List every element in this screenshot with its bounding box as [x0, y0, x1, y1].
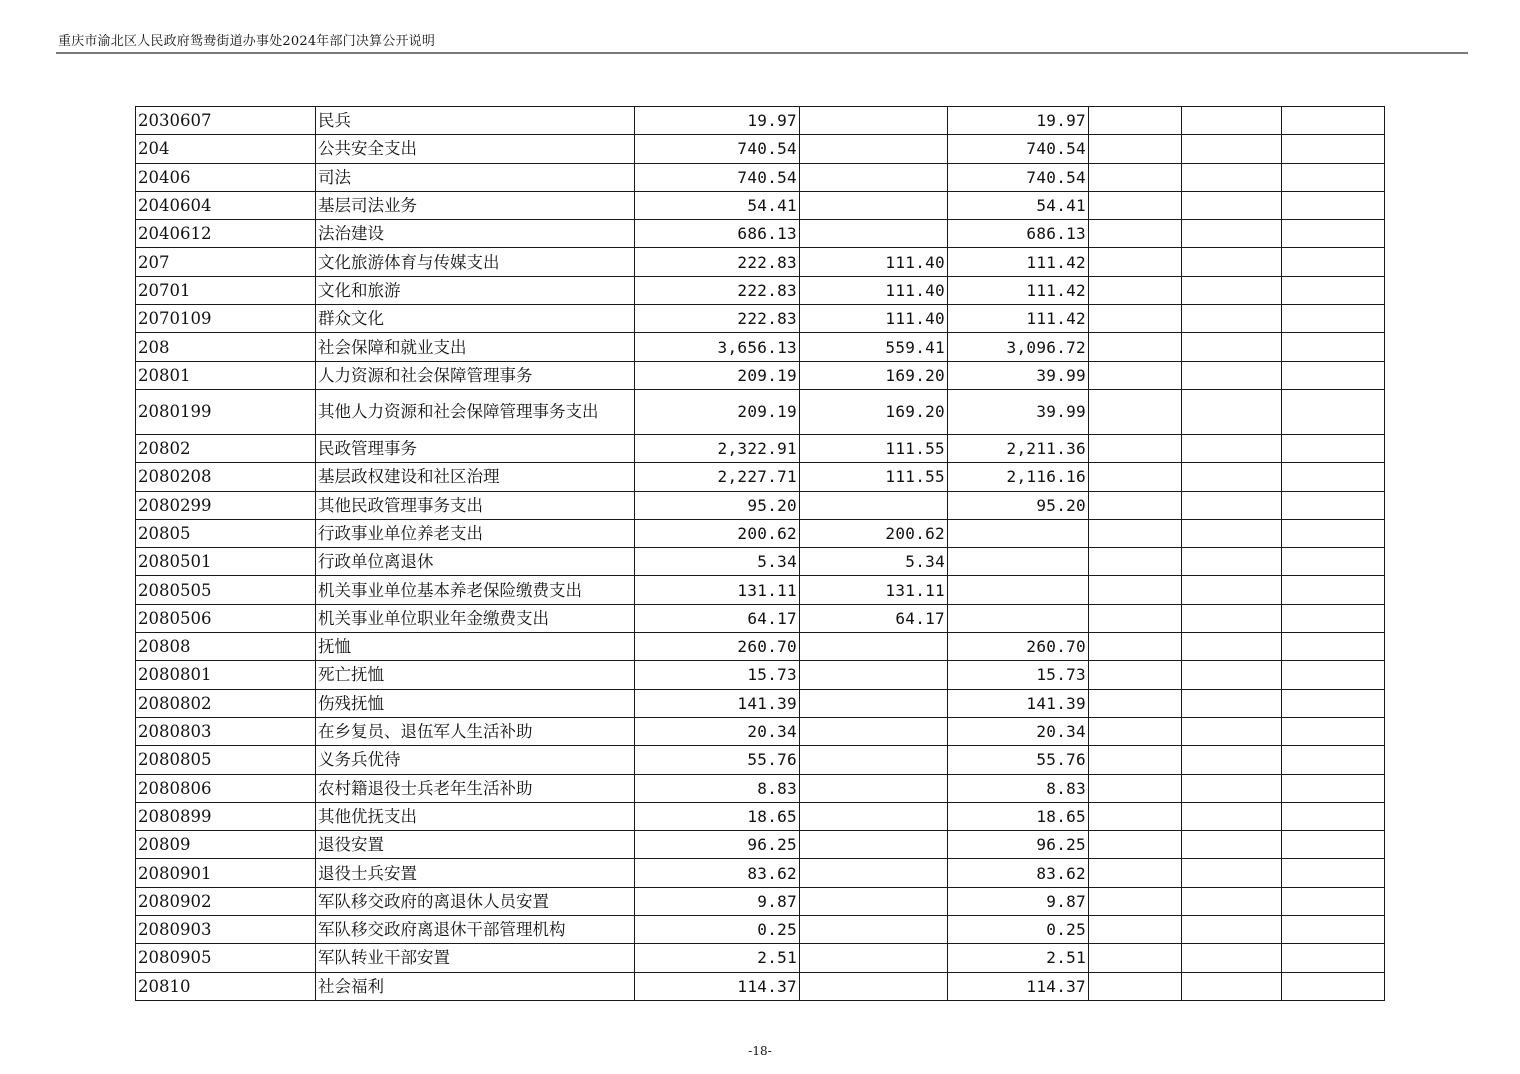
cell-basic	[800, 220, 948, 248]
cell-project	[948, 604, 1089, 632]
table-row	[136, 491, 1385, 519]
cell-basic: 111.40	[800, 305, 948, 333]
table-row	[136, 333, 1385, 361]
cell-empty	[1282, 248, 1385, 276]
cell-empty	[1282, 972, 1385, 1000]
cell-project: 15.73	[948, 661, 1089, 689]
cell-code: 20406	[136, 163, 316, 191]
cell-empty	[1089, 802, 1182, 830]
table-row	[136, 944, 1385, 972]
cell-project	[948, 548, 1089, 576]
cell-name: 机关事业单位基本养老保险缴费支出	[316, 576, 635, 604]
cell-empty	[1089, 604, 1182, 632]
cell-total: 686.13	[635, 220, 800, 248]
cell-empty	[1182, 434, 1282, 462]
cell-basic	[800, 661, 948, 689]
cell-empty	[1089, 248, 1182, 276]
cell-total: 95.20	[635, 491, 800, 519]
cell-empty	[1089, 944, 1182, 972]
cell-empty	[1282, 604, 1385, 632]
table-row	[136, 463, 1385, 491]
cell-empty	[1282, 746, 1385, 774]
cell-name: 退役安置	[316, 831, 635, 859]
cell-project: 111.42	[948, 248, 1089, 276]
cell-total: 2,227.71	[635, 463, 800, 491]
cell-empty	[1089, 746, 1182, 774]
cell-name: 文化旅游体育与传媒支出	[316, 248, 635, 276]
cell-total: 96.25	[635, 831, 800, 859]
cell-empty	[1182, 135, 1282, 163]
cell-total: 114.37	[635, 972, 800, 1000]
cell-empty	[1282, 717, 1385, 745]
cell-project	[948, 519, 1089, 547]
cell-basic: 169.20	[800, 361, 948, 389]
cell-basic: 169.20	[800, 389, 948, 434]
cell-total: 8.83	[635, 774, 800, 802]
cell-project: 83.62	[948, 859, 1089, 887]
cell-empty	[1182, 633, 1282, 661]
cell-name: 其他民政管理事务支出	[316, 491, 635, 519]
cell-empty	[1282, 689, 1385, 717]
cell-empty	[1182, 916, 1282, 944]
table-row	[136, 689, 1385, 717]
cell-name: 基层政权建设和社区治理	[316, 463, 635, 491]
cell-name: 军队转业干部安置	[316, 944, 635, 972]
cell-name: 军队移交政府离退休干部管理机构	[316, 916, 635, 944]
cell-empty	[1282, 633, 1385, 661]
cell-empty	[1089, 389, 1182, 434]
cell-empty	[1089, 887, 1182, 915]
cell-empty	[1182, 191, 1282, 219]
cell-name: 行政事业单位养老支出	[316, 519, 635, 547]
cell-total: 200.62	[635, 519, 800, 547]
cell-basic	[800, 491, 948, 519]
cell-code: 2080905	[136, 944, 316, 972]
cell-code: 2080299	[136, 491, 316, 519]
table-row	[136, 633, 1385, 661]
table-row	[136, 191, 1385, 219]
cell-total: 83.62	[635, 859, 800, 887]
cell-total: 3,656.13	[635, 333, 800, 361]
cell-empty	[1282, 361, 1385, 389]
cell-code: 20809	[136, 831, 316, 859]
cell-basic	[800, 107, 948, 135]
cell-code: 2080901	[136, 859, 316, 887]
cell-basic	[800, 859, 948, 887]
cell-basic: 111.55	[800, 463, 948, 491]
cell-code: 2080903	[136, 916, 316, 944]
cell-name: 民政管理事务	[316, 434, 635, 462]
cell-code: 2080803	[136, 717, 316, 745]
cell-empty	[1089, 305, 1182, 333]
cell-empty	[1089, 576, 1182, 604]
cell-empty	[1089, 972, 1182, 1000]
cell-name: 法治建设	[316, 220, 635, 248]
table-row	[136, 916, 1385, 944]
cell-total: 64.17	[635, 604, 800, 632]
cell-project: 141.39	[948, 689, 1089, 717]
table-row	[136, 220, 1385, 248]
cell-basic: 111.40	[800, 276, 948, 304]
cell-basic: 64.17	[800, 604, 948, 632]
cell-empty	[1182, 746, 1282, 774]
cell-code: 2030607	[136, 107, 316, 135]
cell-project: 18.65	[948, 802, 1089, 830]
cell-total: 222.83	[635, 248, 800, 276]
expenditure-table	[135, 106, 1385, 1001]
cell-project: 3,096.72	[948, 333, 1089, 361]
cell-total: 131.11	[635, 576, 800, 604]
cell-project: 0.25	[948, 916, 1089, 944]
table-row	[136, 887, 1385, 915]
cell-empty	[1282, 887, 1385, 915]
cell-total: 222.83	[635, 305, 800, 333]
cell-empty	[1182, 248, 1282, 276]
cell-code: 20701	[136, 276, 316, 304]
cell-code: 208	[136, 333, 316, 361]
cell-project	[948, 576, 1089, 604]
cell-code: 2080805	[136, 746, 316, 774]
cell-project: 39.99	[948, 361, 1089, 389]
cell-basic: 111.55	[800, 434, 948, 462]
cell-empty	[1089, 717, 1182, 745]
cell-name: 伤残抚恤	[316, 689, 635, 717]
cell-empty	[1282, 859, 1385, 887]
cell-name: 军队移交政府的离退休人员安置	[316, 887, 635, 915]
table-row	[136, 746, 1385, 774]
table-row	[136, 361, 1385, 389]
cell-code: 2080806	[136, 774, 316, 802]
cell-code: 207	[136, 248, 316, 276]
cell-total: 2.51	[635, 944, 800, 972]
cell-empty	[1282, 220, 1385, 248]
cell-empty	[1089, 689, 1182, 717]
cell-total: 15.73	[635, 661, 800, 689]
cell-total: 19.97	[635, 107, 800, 135]
cell-code: 20801	[136, 361, 316, 389]
cell-project: 96.25	[948, 831, 1089, 859]
cell-empty	[1089, 361, 1182, 389]
cell-empty	[1182, 519, 1282, 547]
header-divider	[56, 52, 1468, 54]
cell-name: 其他优抚支出	[316, 802, 635, 830]
cell-name: 机关事业单位职业年金缴费支出	[316, 604, 635, 632]
cell-basic	[800, 163, 948, 191]
table-row	[136, 276, 1385, 304]
cell-empty	[1282, 548, 1385, 576]
cell-code: 20802	[136, 434, 316, 462]
cell-empty	[1182, 604, 1282, 632]
cell-name: 民兵	[316, 107, 635, 135]
cell-total: 54.41	[635, 191, 800, 219]
cell-basic	[800, 802, 948, 830]
cell-project: 19.97	[948, 107, 1089, 135]
cell-empty	[1182, 689, 1282, 717]
cell-empty	[1089, 163, 1182, 191]
cell-empty	[1182, 163, 1282, 191]
table-row	[136, 135, 1385, 163]
cell-code: 2080899	[136, 802, 316, 830]
cell-total: 260.70	[635, 633, 800, 661]
cell-empty	[1282, 661, 1385, 689]
cell-empty	[1282, 463, 1385, 491]
table-row	[136, 859, 1385, 887]
table-row	[136, 802, 1385, 830]
cell-code: 2080902	[136, 887, 316, 915]
cell-empty	[1089, 491, 1182, 519]
cell-total: 740.54	[635, 163, 800, 191]
cell-empty	[1182, 333, 1282, 361]
cell-name: 其他人力资源和社会保障管理事务支出	[316, 389, 635, 434]
cell-empty	[1089, 191, 1182, 219]
cell-basic: 131.11	[800, 576, 948, 604]
cell-empty	[1089, 831, 1182, 859]
cell-total: 0.25	[635, 916, 800, 944]
cell-code: 2080501	[136, 548, 316, 576]
cell-empty	[1089, 916, 1182, 944]
cell-basic	[800, 717, 948, 745]
cell-empty	[1182, 220, 1282, 248]
cell-code: 2080802	[136, 689, 316, 717]
cell-name: 人力资源和社会保障管理事务	[316, 361, 635, 389]
cell-total: 20.34	[635, 717, 800, 745]
cell-empty	[1282, 916, 1385, 944]
table-row	[136, 434, 1385, 462]
cell-basic	[800, 746, 948, 774]
cell-code: 2040604	[136, 191, 316, 219]
page-number: -18-	[748, 1044, 772, 1058]
cell-name: 文化和旅游	[316, 276, 635, 304]
cell-total: 740.54	[635, 135, 800, 163]
cell-code: 20805	[136, 519, 316, 547]
cell-basic: 111.40	[800, 248, 948, 276]
cell-project: 740.54	[948, 163, 1089, 191]
table-row	[136, 305, 1385, 333]
cell-empty	[1089, 220, 1182, 248]
table-row	[136, 248, 1385, 276]
cell-empty	[1182, 774, 1282, 802]
table-row	[136, 548, 1385, 576]
table-row	[136, 831, 1385, 859]
cell-empty	[1089, 774, 1182, 802]
cell-name: 行政单位离退休	[316, 548, 635, 576]
cell-empty	[1282, 774, 1385, 802]
cell-name: 农村籍退役士兵老年生活补助	[316, 774, 635, 802]
table-row	[136, 576, 1385, 604]
cell-code: 204	[136, 135, 316, 163]
cell-empty	[1282, 802, 1385, 830]
cell-project: 2,211.36	[948, 434, 1089, 462]
table-row	[136, 107, 1385, 135]
cell-empty	[1182, 305, 1282, 333]
cell-empty	[1282, 305, 1385, 333]
document-header-title: 重庆市渝北区人民政府鸳鸯街道办事处2024年部门决算公开说明	[58, 34, 436, 49]
cell-basic	[800, 972, 948, 1000]
cell-empty	[1089, 135, 1182, 163]
cell-empty	[1182, 576, 1282, 604]
cell-empty	[1182, 463, 1282, 491]
cell-project: 20.34	[948, 717, 1089, 745]
table-row	[136, 163, 1385, 191]
cell-project: 114.37	[948, 972, 1089, 1000]
cell-total: 5.34	[635, 548, 800, 576]
cell-total: 9.87	[635, 887, 800, 915]
cell-project: 8.83	[948, 774, 1089, 802]
cell-project: 55.76	[948, 746, 1089, 774]
cell-empty	[1182, 548, 1282, 576]
cell-empty	[1182, 491, 1282, 519]
table-row	[136, 389, 1385, 434]
cell-project: 95.20	[948, 491, 1089, 519]
cell-code: 2080505	[136, 576, 316, 604]
cell-name: 基层司法业务	[316, 191, 635, 219]
cell-empty	[1182, 831, 1282, 859]
cell-code: 2040612	[136, 220, 316, 248]
cell-name: 义务兵优待	[316, 746, 635, 774]
cell-code: 2080208	[136, 463, 316, 491]
cell-name: 司法	[316, 163, 635, 191]
cell-name: 社会保障和就业支出	[316, 333, 635, 361]
cell-empty	[1089, 333, 1182, 361]
cell-code: 20810	[136, 972, 316, 1000]
cell-basic: 200.62	[800, 519, 948, 547]
cell-total: 2,322.91	[635, 434, 800, 462]
cell-project: 2.51	[948, 944, 1089, 972]
table-row	[136, 717, 1385, 745]
cell-empty	[1089, 519, 1182, 547]
cell-empty	[1089, 661, 1182, 689]
table-row	[136, 972, 1385, 1000]
cell-project: 39.99	[948, 389, 1089, 434]
cell-basic	[800, 831, 948, 859]
cell-project: 111.42	[948, 276, 1089, 304]
cell-code: 2070109	[136, 305, 316, 333]
cell-basic	[800, 887, 948, 915]
cell-empty	[1089, 463, 1182, 491]
cell-empty	[1282, 107, 1385, 135]
cell-total: 209.19	[635, 389, 800, 434]
cell-code: 2080506	[136, 604, 316, 632]
cell-empty	[1089, 548, 1182, 576]
cell-name: 社会福利	[316, 972, 635, 1000]
cell-empty	[1282, 434, 1385, 462]
cell-project: 686.13	[948, 220, 1089, 248]
cell-basic	[800, 633, 948, 661]
cell-empty	[1089, 434, 1182, 462]
cell-empty	[1182, 717, 1282, 745]
cell-basic	[800, 135, 948, 163]
cell-name: 死亡抚恤	[316, 661, 635, 689]
cell-name: 抚恤	[316, 633, 635, 661]
cell-name: 退役士兵安置	[316, 859, 635, 887]
cell-empty	[1182, 389, 1282, 434]
cell-empty	[1182, 661, 1282, 689]
cell-empty	[1182, 859, 1282, 887]
cell-basic	[800, 191, 948, 219]
cell-total: 222.83	[635, 276, 800, 304]
cell-empty	[1282, 944, 1385, 972]
cell-empty	[1182, 107, 1282, 135]
cell-empty	[1182, 361, 1282, 389]
cell-basic	[800, 916, 948, 944]
cell-total: 55.76	[635, 746, 800, 774]
cell-project: 111.42	[948, 305, 1089, 333]
cell-project: 9.87	[948, 887, 1089, 915]
cell-empty	[1182, 887, 1282, 915]
cell-empty	[1089, 633, 1182, 661]
cell-project: 260.70	[948, 633, 1089, 661]
table-row	[136, 519, 1385, 547]
cell-total: 18.65	[635, 802, 800, 830]
cell-empty	[1182, 802, 1282, 830]
cell-empty	[1182, 944, 1282, 972]
cell-empty	[1282, 276, 1385, 304]
cell-total: 141.39	[635, 689, 800, 717]
cell-empty	[1282, 576, 1385, 604]
cell-empty	[1089, 276, 1182, 304]
cell-empty	[1282, 491, 1385, 519]
cell-code: 2080199	[136, 389, 316, 434]
cell-empty	[1282, 191, 1385, 219]
cell-code: 20808	[136, 633, 316, 661]
cell-name: 在乡复员、退伍军人生活补助	[316, 717, 635, 745]
cell-name: 群众文化	[316, 305, 635, 333]
cell-basic: 5.34	[800, 548, 948, 576]
cell-basic: 559.41	[800, 333, 948, 361]
table-body	[136, 107, 1385, 1001]
cell-empty	[1089, 107, 1182, 135]
cell-project: 740.54	[948, 135, 1089, 163]
cell-basic	[800, 689, 948, 717]
cell-code: 2080801	[136, 661, 316, 689]
table-row	[136, 604, 1385, 632]
cell-empty	[1282, 831, 1385, 859]
cell-empty	[1089, 859, 1182, 887]
cell-project: 2,116.16	[948, 463, 1089, 491]
cell-empty	[1282, 163, 1385, 191]
cell-empty	[1182, 276, 1282, 304]
table-row	[136, 774, 1385, 802]
cell-empty	[1282, 135, 1385, 163]
cell-empty	[1282, 333, 1385, 361]
cell-empty	[1182, 972, 1282, 1000]
cell-name: 公共安全支出	[316, 135, 635, 163]
cell-empty	[1282, 389, 1385, 434]
cell-total: 209.19	[635, 361, 800, 389]
cell-empty	[1282, 519, 1385, 547]
cell-basic	[800, 774, 948, 802]
table-row	[136, 661, 1385, 689]
cell-project: 54.41	[948, 191, 1089, 219]
cell-basic	[800, 944, 948, 972]
